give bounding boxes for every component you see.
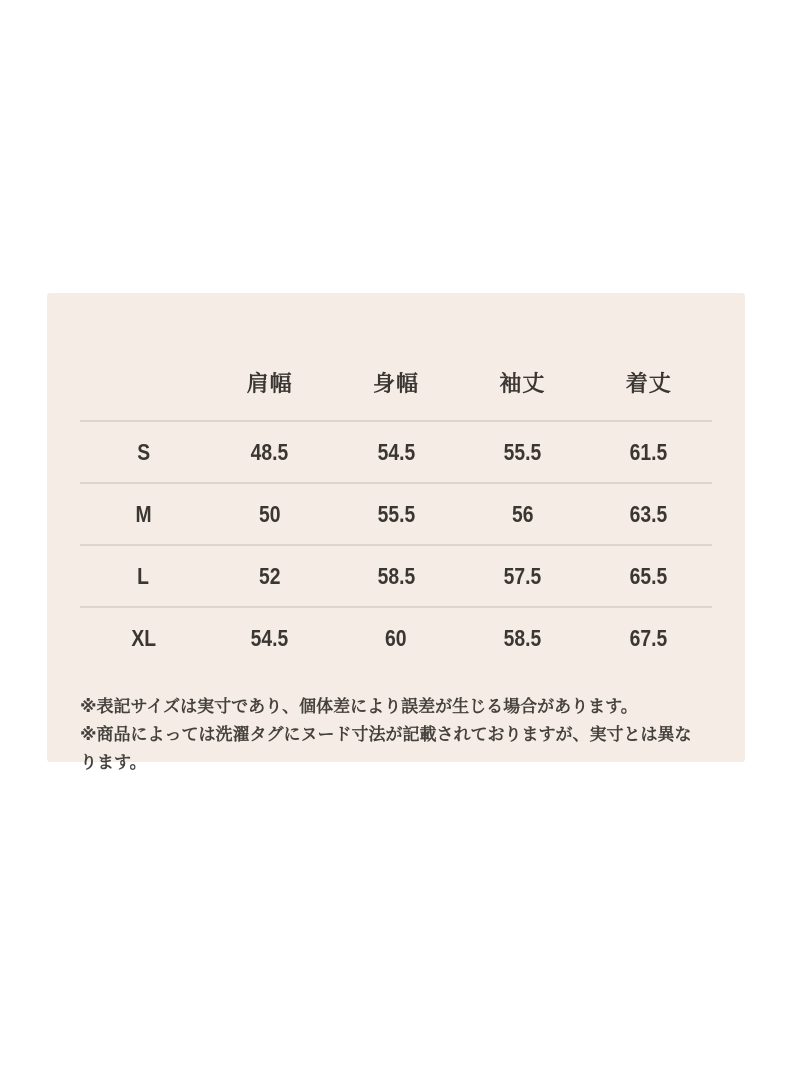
size-label bbox=[80, 483, 206, 545]
measurement-cell bbox=[459, 545, 585, 607]
measurement-value: 54.5 bbox=[250, 624, 289, 651]
measurement-cell bbox=[459, 421, 585, 483]
measurement-value: 55.5 bbox=[503, 438, 542, 465]
measurement-cell bbox=[206, 545, 332, 607]
size-label bbox=[80, 545, 206, 607]
size-label-text: XL bbox=[130, 624, 156, 651]
size-label-text: S bbox=[136, 438, 150, 465]
measurement-cell bbox=[459, 607, 585, 668]
note-line: ※商品によっては洗濯タグにヌード寸法が記載されておりますが、実寸とは異なります。 bbox=[80, 725, 692, 772]
measurement-value: 58.5 bbox=[503, 624, 542, 651]
table-row-l bbox=[80, 545, 712, 607]
size-label-text: L bbox=[137, 562, 150, 589]
size-chart-card bbox=[47, 293, 745, 772]
note-line: ※表記サイズは実寸であり、個体差により誤差が生じる場合があります。 bbox=[80, 697, 638, 716]
measurement-value: 58.5 bbox=[377, 562, 415, 589]
size-label-text: M bbox=[135, 500, 152, 527]
measurement-value: 55.5 bbox=[377, 500, 415, 527]
measurement-cell bbox=[333, 545, 459, 607]
measurement-cell bbox=[333, 483, 459, 545]
measurement-cell bbox=[586, 421, 712, 483]
column-header-sleeve-length: 袖丈 bbox=[499, 371, 546, 396]
measurement-cell bbox=[206, 421, 332, 483]
measurement-value: 63.5 bbox=[629, 500, 668, 527]
measurement-cell bbox=[586, 483, 712, 545]
size-chart-table bbox=[80, 293, 712, 668]
measurement-cell bbox=[333, 421, 459, 483]
measurement-cell bbox=[586, 607, 712, 668]
size-label bbox=[80, 421, 206, 483]
measurement-value: 61.5 bbox=[629, 438, 668, 465]
measurement-cell bbox=[459, 483, 585, 545]
table-row-m bbox=[80, 483, 712, 545]
column-header-shoulder-width: 肩幅 bbox=[246, 371, 293, 396]
size-label bbox=[80, 607, 206, 668]
table-row-s bbox=[80, 421, 712, 483]
corner-cell bbox=[80, 293, 206, 421]
measurement-cell bbox=[333, 607, 459, 668]
measurement-value: 54.5 bbox=[377, 438, 415, 465]
measurement-cell bbox=[206, 483, 332, 545]
size-notes bbox=[80, 693, 705, 777]
measurement-value: 48.5 bbox=[250, 438, 289, 465]
measurement-value: 65.5 bbox=[629, 562, 668, 589]
measurement-value: 57.5 bbox=[503, 562, 542, 589]
measurement-value: 56 bbox=[511, 500, 534, 527]
measurement-value: 60 bbox=[385, 624, 407, 651]
measurement-value: 52 bbox=[258, 562, 281, 589]
column-header-garment-length: 着丈 bbox=[625, 371, 672, 396]
measurement-value: 67.5 bbox=[629, 624, 668, 651]
measurement-cell bbox=[586, 545, 712, 607]
header-row bbox=[80, 293, 712, 421]
table-row-xl bbox=[80, 607, 712, 668]
column-header-body-width: 身幅 bbox=[372, 371, 419, 396]
measurement-cell bbox=[206, 607, 332, 668]
measurement-value: 50 bbox=[258, 500, 281, 527]
